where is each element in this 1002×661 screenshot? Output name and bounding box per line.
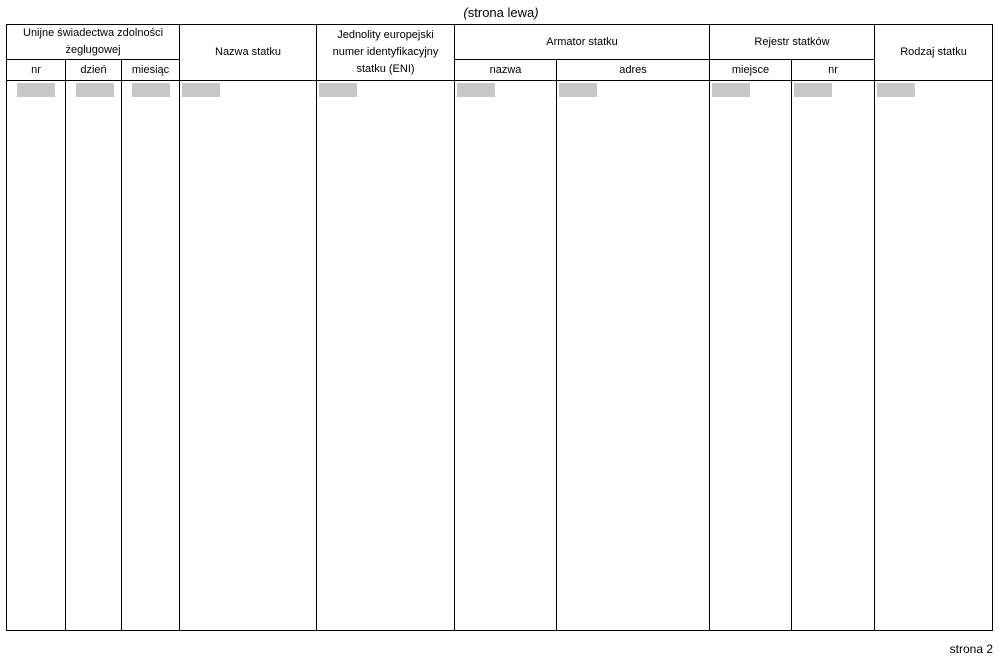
header-owner-group: Armator statku: [455, 25, 710, 60]
registry-place-field[interactable]: [712, 83, 750, 97]
header-registry-place: miejsce: [710, 60, 792, 81]
header-owner-name: nazwa: [455, 60, 557, 81]
caption-open-paren: (: [463, 5, 468, 20]
registry-nr-field[interactable]: [794, 83, 832, 97]
eni-field[interactable]: [319, 83, 357, 97]
certificate-month-field[interactable]: [132, 83, 170, 97]
header-registry-group: Rejestr statków: [710, 25, 875, 60]
header-ship-type: Rodzaj statku: [875, 25, 993, 81]
header-eni: Jednolity europejski numer identyfikacyjny statku (ENI): [317, 25, 455, 81]
header-certificate-day: dzień: [66, 60, 122, 81]
cell-ship-type: [875, 81, 993, 631]
cell-registry-place: [710, 81, 792, 631]
header-row-1: [7, 25, 993, 60]
cell-owner-address: [557, 81, 710, 631]
ship-type-field[interactable]: [877, 83, 915, 97]
owner-name-field[interactable]: [457, 83, 495, 97]
cell-eni: [317, 81, 455, 631]
header-ship-name: Nazwa statku: [180, 25, 317, 81]
header-certificate-month: miesiąc: [122, 60, 180, 81]
certificate-day-field[interactable]: [76, 83, 114, 97]
cell-registry-nr: [792, 81, 875, 631]
cell-certificate-nr: [7, 81, 66, 631]
register-table: [6, 24, 993, 631]
cell-certificate-day: [66, 81, 122, 631]
header-registry-nr: nr: [792, 60, 875, 81]
owner-address-field[interactable]: [559, 83, 597, 97]
header-owner-address: adres: [557, 60, 710, 81]
page-number: strona 2: [949, 642, 993, 656]
caption-close-paren: ): [534, 5, 539, 20]
header-row-2: [7, 60, 993, 81]
header-certificate-nr: nr: [7, 60, 66, 81]
cell-certificate-month: [122, 81, 180, 631]
data-row: [7, 81, 993, 631]
certificate-nr-field[interactable]: [17, 83, 55, 97]
ship-name-field[interactable]: [182, 83, 220, 97]
cell-owner-name: [455, 81, 557, 631]
page-caption: [0, 5, 1002, 20]
cell-ship-name: [180, 81, 317, 631]
header-certificate-group: Unijne świadectwa zdolności żeglugowej: [7, 25, 180, 60]
caption-label: strona lewa: [467, 5, 535, 20]
